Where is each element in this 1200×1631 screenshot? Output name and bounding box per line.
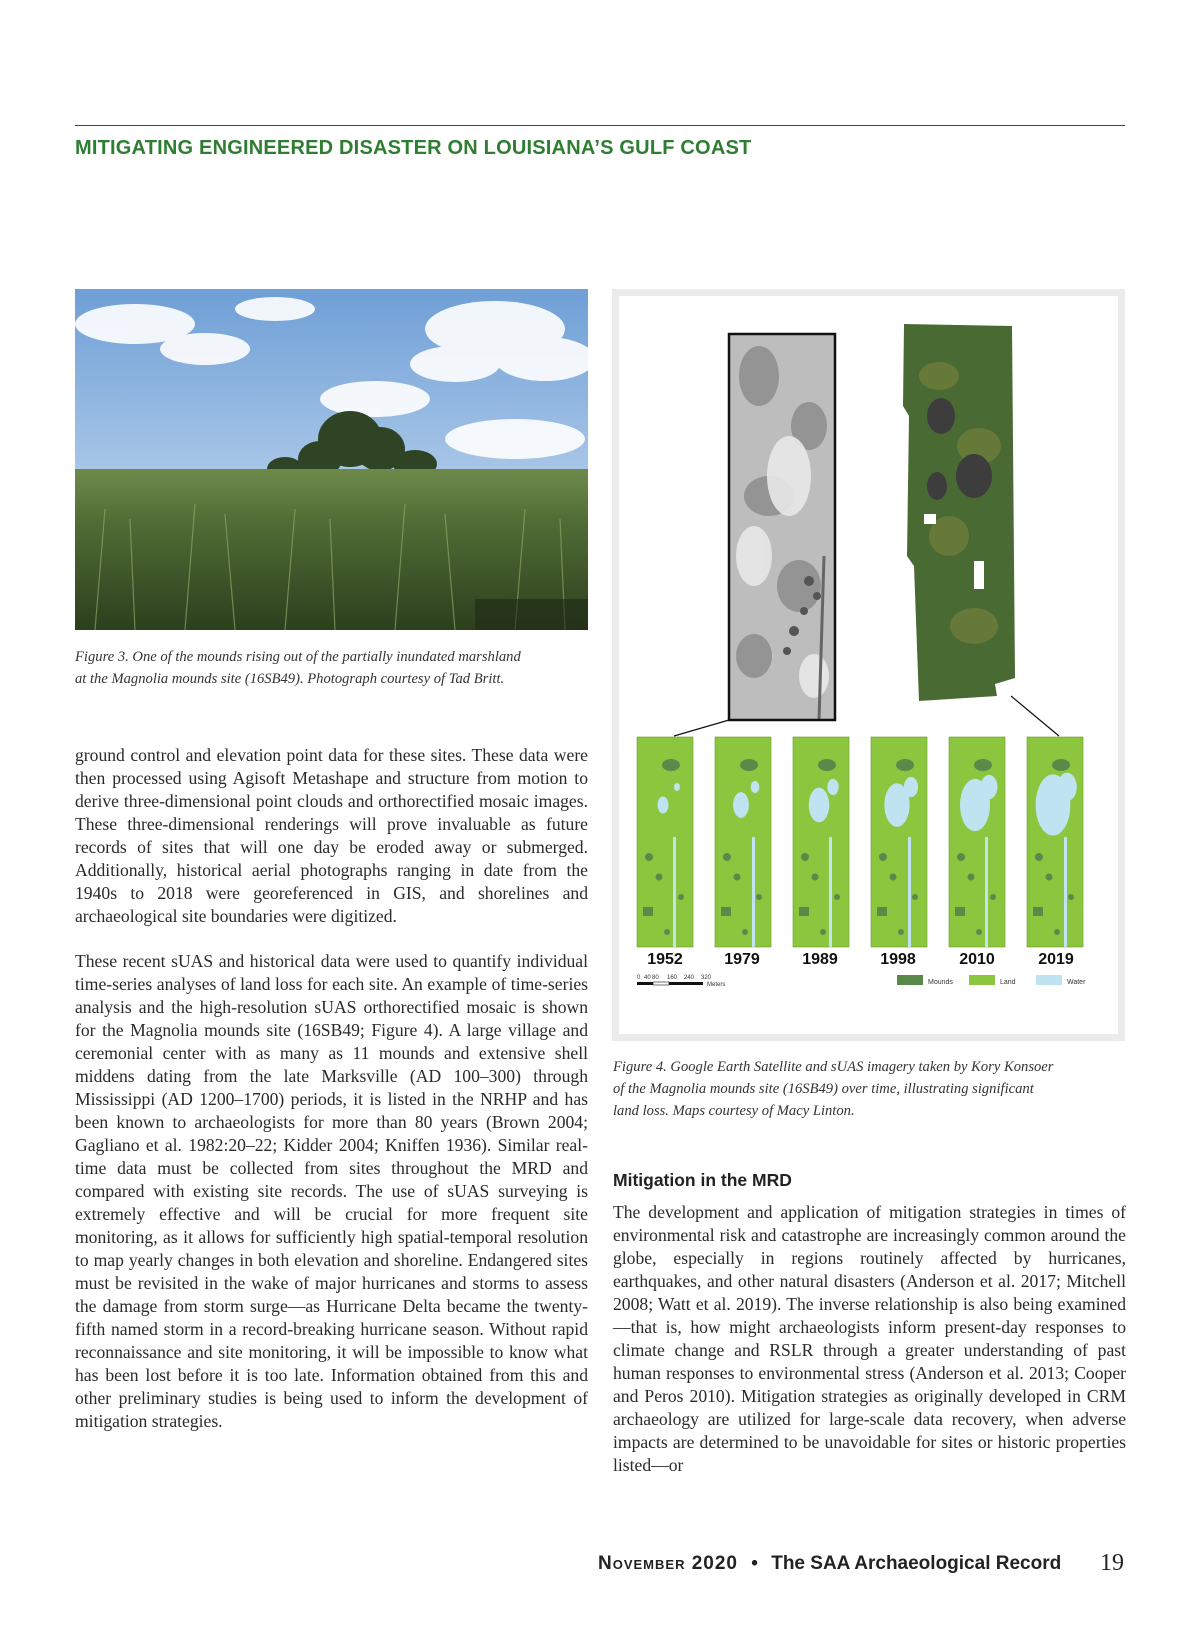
legend-swatch-mounds <box>897 975 923 985</box>
figure-4-panel <box>612 289 1125 1041</box>
figure-4-graphic <box>619 296 1118 1034</box>
scale-tick-40: 40 <box>644 975 651 981</box>
figure-3-caption <box>75 646 595 690</box>
year-label-2019: 2019 <box>1038 951 1074 968</box>
suas-mosaic-strip <box>899 324 1015 701</box>
year-label-1998: 1998 <box>880 951 916 968</box>
left-paragraph-2: These recent sUAS and historical data were used to quantify individual time-series analyses of land loss for each site. An example of time-series analysis and the high-resolution sUAS orthorectified mosaic is shown for the Magnolia mounds site (16SB49; Figure 4). A large village and ceremonial center with as many as 11 mounds and extensive shell middens dating from the late Marksville (AD 100–300) through Mississippi (AD 1200–1700) periods, it is listed in the NRHP and has been known to archaeologists for more than 80 years (Brown 2004; Gagliano et al. 1982:20–22; Kidder 2004; Kniffen 1936). Similar real-time data must be collected from sites throughout the MRD and compared with existing site records. The use of sUAS surveying is extremely effective and will be crucial for more frequent site monitoring, as it allows for sufficiently high spatial-temporal resolution to map yearly changes in both elevation and shoreline. Endangered sites must be revisited in the wake of major hurricanes and storms to assess the damage from storm surge—as Hurricane Delta became the twenty-fifth named storm in a record-breaking hurricane season. Without rapid reconnaissance and site monitoring, it will be impossible to know what has been lost before it is too late. Information obtained from this and other preliminary studies is being used to inform the development of mitigation strategies. <box>75 951 588 1431</box>
right-column-text <box>613 1201 1126 1499</box>
scale-tick-0: 0 <box>637 975 641 981</box>
figure-4-caption-line-3: land loss. Maps courtesy of Macy Linton. <box>613 1103 855 1119</box>
map-panel-1979 <box>715 737 771 947</box>
map-panel-2010 <box>949 737 1005 947</box>
right-paragraph-1: The development and application of mitigation strategies in times of environmental risk and catastrophe are increasingly common around the globe, especially in regions routinely affected by hurricanes, earthquakes, and other natural disasters (Anderson et al. 2017; Mitchell 2008; Watt et al. 2019). The inverse relationship is also being examined—that is, how might archaeologists inform present-day responses to climate change and RSLR through a greater understanding of past human responses to environmental stress (Anderson et al. 2013; Cooper and Peros 2010). Mitigation strategies as originally developed in CRM archaeology are utilized for large-scale data recovery, when adverse impacts are determined to be unavoidable for sites or historic properties listed—or <box>613 1202 1126 1475</box>
connector-left <box>674 720 729 736</box>
scale-tick-160: 160 <box>667 975 678 981</box>
marsh-photo-illustration <box>75 289 588 630</box>
connector-right <box>1011 696 1059 736</box>
scale-tick-320: 320 <box>701 975 712 981</box>
legend-label-land: Land <box>1000 979 1016 986</box>
footer-publication: The SAA Archaeological Record <box>771 1553 1062 1574</box>
left-paragraph-1: ground control and elevation point data for these sites. These data were then processed using Agisoft Metashape and structure from motion to derive three-dimensional point clouds and orthorectified mosaic images. These three-dimensional renderings will prove invaluable as future records of sites that will one day be eroded away or submerged. Additionally, historical aerial photographs ranging in date from the 1940s to 2018 were georeferenced in GIS, and shorelines and archaeological site boundaries were digitized. <box>75 745 588 926</box>
footer-separator: • <box>751 1553 758 1574</box>
year-label-1989: 1989 <box>802 951 838 968</box>
map-legend <box>897 975 1086 986</box>
header-rule <box>75 125 1125 126</box>
year-labels <box>647 951 1074 968</box>
year-label-1979: 1979 <box>724 951 760 968</box>
scale-unit: Meters <box>707 982 726 988</box>
satellite-strip <box>729 334 835 720</box>
legend-swatch-water <box>1036 975 1062 985</box>
page-number: 19 <box>1100 1550 1124 1576</box>
footer <box>598 1553 1061 1575</box>
map-panel-2019 <box>1027 737 1083 947</box>
map-panel-1998 <box>871 737 927 947</box>
map-panel-1952 <box>637 737 693 947</box>
scale-tick-240: 240 <box>684 975 695 981</box>
legend-label-water: Water <box>1067 979 1086 986</box>
footer-issue-date: November 2020 <box>598 1553 738 1574</box>
figure-4-caption <box>613 1056 1128 1122</box>
section-heading: Mitigation in the MRD <box>613 1170 792 1190</box>
figure-3-caption-line-1: Figure 3. One of the mounds rising out of the partially inundated marshland <box>75 649 521 665</box>
scale-tick-80: 80 <box>652 975 659 981</box>
running-title: MITIGATING ENGINEERED DISASTER ON LOUISIANA’S GULF COAST <box>75 137 752 159</box>
legend-swatch-land <box>969 975 995 985</box>
figure-4-caption-line-2: of the Magnolia mounds site (16SB49) over time, illustrating significant <box>613 1081 1034 1097</box>
figure-4-inner <box>619 296 1118 1034</box>
left-column-text <box>75 744 588 1455</box>
figure-3-caption-line-2: at the Magnolia mounds site (16SB49). Photograph courtesy of Tad Britt. <box>75 671 505 687</box>
figure-4-caption-line-1: Figure 4. Google Earth Satellite and sUAS imagery taken by Kory Konsoer <box>613 1059 1054 1075</box>
time-series-maps <box>637 737 1083 947</box>
year-label-2010: 2010 <box>959 951 995 968</box>
map-panel-1989 <box>793 737 849 947</box>
figure-3-photo <box>75 289 588 630</box>
legend-label-mounds: Mounds <box>928 979 953 986</box>
scale-bar <box>637 975 725 988</box>
year-label-1952: 1952 <box>647 951 683 968</box>
